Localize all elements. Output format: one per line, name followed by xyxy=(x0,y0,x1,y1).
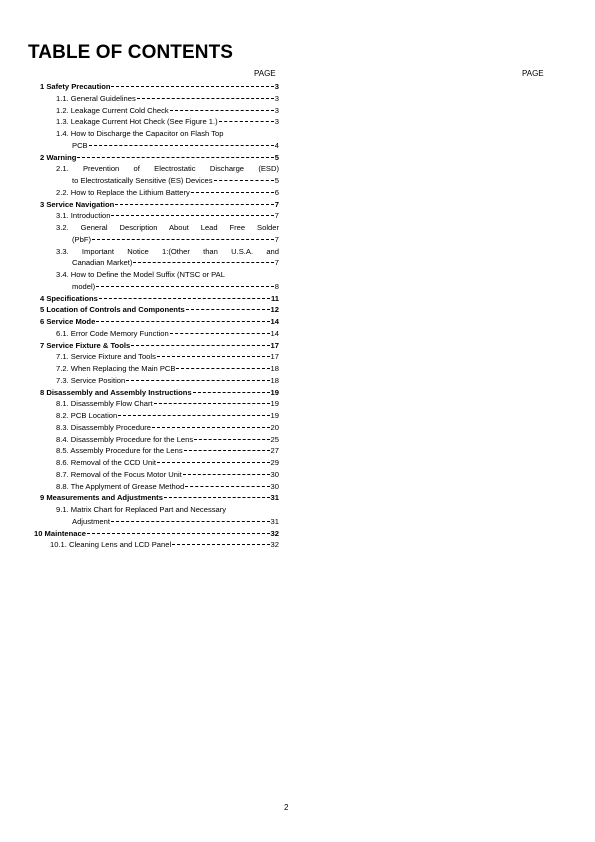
dot-leader xyxy=(185,486,269,487)
toc-entry-label: 5 Location of Controls and Components xyxy=(40,305,185,315)
dot-leader xyxy=(96,321,269,322)
toc-entry-page: 18 xyxy=(270,375,279,385)
dot-leader xyxy=(219,121,274,122)
toc-entry-label: PCB xyxy=(72,140,88,150)
toc-section[interactable] xyxy=(30,316,279,328)
toc-entry-page: 31 xyxy=(270,493,279,503)
toc-section[interactable] xyxy=(30,199,279,211)
toc-entry-page: 3 xyxy=(274,93,279,103)
toc-entry-label: 8.5. Assembly Procedure for the Lens xyxy=(56,446,183,456)
page-number: 2 xyxy=(284,803,289,812)
toc-entry-label: 2.1. Prevention of Electrostatic Discharge (ESD) xyxy=(56,164,279,174)
dot-leader xyxy=(126,380,269,381)
toc-entry-page: 17 xyxy=(270,340,279,350)
dot-leader xyxy=(89,145,274,146)
dot-leader xyxy=(170,110,274,111)
toc-entry-label: 9 Measurements and Adjustments xyxy=(40,493,163,503)
toc-subsection[interactable] xyxy=(30,539,279,551)
dot-leader xyxy=(183,474,270,475)
dot-leader xyxy=(96,286,274,287)
toc-entry-page: 7 xyxy=(274,234,279,244)
dot-leader xyxy=(157,356,270,357)
toc-section[interactable] xyxy=(30,304,279,316)
toc-entry-label: Canadian Market) xyxy=(72,258,133,268)
toc-entry-label: 1.3. Leakage Current Hot Check (See Figure 1.) xyxy=(56,117,218,127)
toc-entry-page: 5 xyxy=(274,152,279,162)
toc-entry-label: 8.8. The Applyment of Grease Method xyxy=(56,481,185,491)
dot-leader xyxy=(164,497,270,498)
page-title: TABLE OF CONTENTS xyxy=(28,42,234,63)
toc-entry-label: 1.2. Leakage Current Cold Check xyxy=(56,105,169,115)
toc-entry-page: 14 xyxy=(270,317,279,326)
toc-entry-page: 8 xyxy=(274,281,279,291)
toc-subsection[interactable] xyxy=(30,422,279,434)
toc-entry-label: 8.4. Disassembly Procedure for the Lens xyxy=(56,434,194,444)
toc-entry-label: 7.3. Service Position xyxy=(56,375,126,385)
dot-leader xyxy=(186,309,270,310)
toc-entry-page: 31 xyxy=(270,516,279,526)
toc-entry-page: 19 xyxy=(270,399,279,409)
toc-entry-label: 3 Service Navigation xyxy=(40,199,115,209)
dot-leader xyxy=(99,298,270,299)
toc-entry-page: 14 xyxy=(270,328,279,338)
toc-subsection[interactable] xyxy=(30,434,279,446)
toc-entry-label: 7.2. When Replacing the Main PCB xyxy=(56,364,176,373)
toc-subsection[interactable] xyxy=(30,398,279,410)
dot-leader xyxy=(194,439,269,440)
toc-entry-label: 1.1. General Guidelines xyxy=(56,93,136,103)
toc-entry-page: 19 xyxy=(270,387,279,397)
toc-entry-page: 32 xyxy=(270,528,279,538)
toc-entry-page: 11 xyxy=(270,293,279,303)
page-column-header-right: PAGE xyxy=(522,69,544,78)
dot-leader xyxy=(170,333,270,334)
toc-entry-page: 3 xyxy=(274,117,279,127)
toc-entry-label: 7 Service Fixture & Tools xyxy=(40,340,131,350)
toc-subsection[interactable] xyxy=(30,163,279,175)
toc-subsection[interactable] xyxy=(30,457,279,469)
toc-entry-label: 7.1. Service Fixture and Tools xyxy=(56,352,156,362)
toc-entry-label: 3.1. Introduction xyxy=(56,211,111,221)
toc-entry-label: 10 Maintenace xyxy=(34,528,86,538)
toc-entry-label: 8.1. Disassembly Flow Chart xyxy=(56,399,153,409)
toc-entry-label: 8.6. Removal of the CCD Unit xyxy=(56,458,157,467)
dot-leader xyxy=(118,415,269,416)
toc-entry-label: 1 Safety Precaution xyxy=(40,82,111,91)
toc-entry-page: 25 xyxy=(270,434,279,444)
toc-entry-page: 30 xyxy=(270,469,279,479)
toc-section[interactable] xyxy=(30,387,279,399)
toc-entry-label: 1.4. How to Discharge the Capacitor on Flash Top xyxy=(56,129,224,138)
dot-leader xyxy=(131,345,269,346)
dot-leader xyxy=(193,392,270,393)
toc-entry-label: 4 Specifications xyxy=(40,293,98,303)
dot-leader xyxy=(191,192,274,193)
dot-leader xyxy=(111,215,273,216)
toc-entry-label: 2.2. How to Replace the Lithium Battery xyxy=(56,187,190,197)
toc-entry-page: 18 xyxy=(270,364,279,373)
toc-entry-label: (PbF) xyxy=(72,234,91,244)
toc-entry-page: 30 xyxy=(270,481,279,491)
dot-leader xyxy=(214,180,274,181)
toc-subsection[interactable] xyxy=(30,116,279,128)
toc-subsection[interactable] xyxy=(30,351,279,363)
dot-leader xyxy=(111,521,270,522)
toc-entry-label: 10.1. Cleaning Lens and LCD Panel xyxy=(50,540,172,550)
toc-entry-page: 12 xyxy=(270,305,279,315)
dot-leader xyxy=(87,533,270,534)
toc-entry-label: 6.1. Error Code Memory Function xyxy=(56,328,169,338)
toc-entry-page: 4 xyxy=(274,140,279,150)
toc-entry-label: 8.7. Removal of the Focus Motor Unit xyxy=(56,469,182,479)
toc-section[interactable] xyxy=(30,492,279,504)
page-column-header: PAGE xyxy=(254,69,276,78)
dot-leader xyxy=(92,239,274,240)
toc-entry-label: 8.3. Disassembly Procedure xyxy=(56,422,151,432)
toc-entry-page: 7 xyxy=(274,199,279,209)
dot-leader xyxy=(137,98,274,99)
toc-subsection[interactable] xyxy=(30,187,279,199)
toc-section[interactable] xyxy=(30,81,279,93)
toc-subsection[interactable] xyxy=(30,504,279,516)
toc-subsection[interactable] xyxy=(30,269,279,281)
toc-continuation[interactable] xyxy=(30,234,279,246)
toc-subsection[interactable] xyxy=(30,93,279,105)
toc-subsection[interactable] xyxy=(30,105,279,117)
toc-subsection[interactable] xyxy=(30,246,279,258)
toc-entry-label: 2 Warning xyxy=(40,152,77,162)
toc-entry-label: 8.2. PCB Location xyxy=(56,411,118,420)
toc-entry-page: 17 xyxy=(270,352,279,362)
toc-entry-page: 20 xyxy=(270,422,279,432)
toc-section[interactable] xyxy=(30,293,279,305)
toc-continuation[interactable] xyxy=(30,516,279,528)
toc-section[interactable] xyxy=(30,528,279,540)
toc-entry-label: 3.3. Important Notice 1:(Other than U.S.A. and xyxy=(56,246,279,256)
toc-entry-label: 3.4. How to Define the Model Suffix (NTSC or PAL xyxy=(56,270,225,279)
toc-entry-page: 27 xyxy=(270,446,279,456)
dot-leader xyxy=(172,544,269,545)
toc-entry-page: 3 xyxy=(274,82,279,91)
dot-leader xyxy=(77,157,273,158)
toc-subsection[interactable] xyxy=(30,210,279,222)
toc-entry-label: 6 Service Mode xyxy=(40,317,96,326)
toc-entry-label: to Electrostatically Sensitive (ES) Devices xyxy=(72,176,213,185)
toc-subsection[interactable] xyxy=(30,445,279,457)
toc-subsection[interactable] xyxy=(30,410,279,422)
toc-subsection[interactable] xyxy=(30,328,279,340)
toc-entry-page: 29 xyxy=(270,458,279,467)
toc-continuation[interactable] xyxy=(30,140,279,152)
toc-entry-page: 7 xyxy=(274,258,279,268)
toc-entry-page: 5 xyxy=(274,176,279,185)
toc-continuation[interactable] xyxy=(30,281,279,293)
toc-entry-label: 9.1. Matrix Chart for Replaced Part and Necessary xyxy=(56,505,227,514)
dot-leader xyxy=(115,204,273,205)
dot-leader xyxy=(184,450,270,451)
toc-subsection[interactable] xyxy=(30,128,279,140)
toc-entry-page: 3 xyxy=(274,105,279,115)
toc-list xyxy=(30,81,279,551)
toc-entry-page: 7 xyxy=(274,211,279,221)
toc-section[interactable] xyxy=(30,340,279,352)
toc-entry-label: model) xyxy=(72,281,96,291)
toc-entry-page: 32 xyxy=(270,540,279,550)
dot-leader xyxy=(111,86,273,87)
dot-leader xyxy=(157,462,270,463)
dot-leader xyxy=(176,368,269,369)
toc-entry-label: 8 Disassembly and Assembly Instructions xyxy=(40,387,192,397)
toc-subsection[interactable] xyxy=(30,375,279,387)
dot-leader xyxy=(152,427,270,428)
toc-entry-label: 3.2. General Description About Lead Free Solder xyxy=(56,223,279,232)
toc-entry-label: Adjustment xyxy=(72,516,110,526)
dot-leader xyxy=(133,262,273,263)
toc-subsection[interactable] xyxy=(30,481,279,493)
dot-leader xyxy=(154,403,270,404)
toc-subsection[interactable] xyxy=(30,222,279,234)
toc-continuation[interactable] xyxy=(30,175,279,187)
toc-subsection[interactable] xyxy=(30,469,279,481)
toc-section[interactable] xyxy=(30,152,279,164)
toc-entry-page: 6 xyxy=(274,187,279,197)
toc-entry-page: 19 xyxy=(270,411,279,420)
toc-continuation[interactable] xyxy=(30,257,279,269)
toc-subsection[interactable] xyxy=(30,363,279,375)
